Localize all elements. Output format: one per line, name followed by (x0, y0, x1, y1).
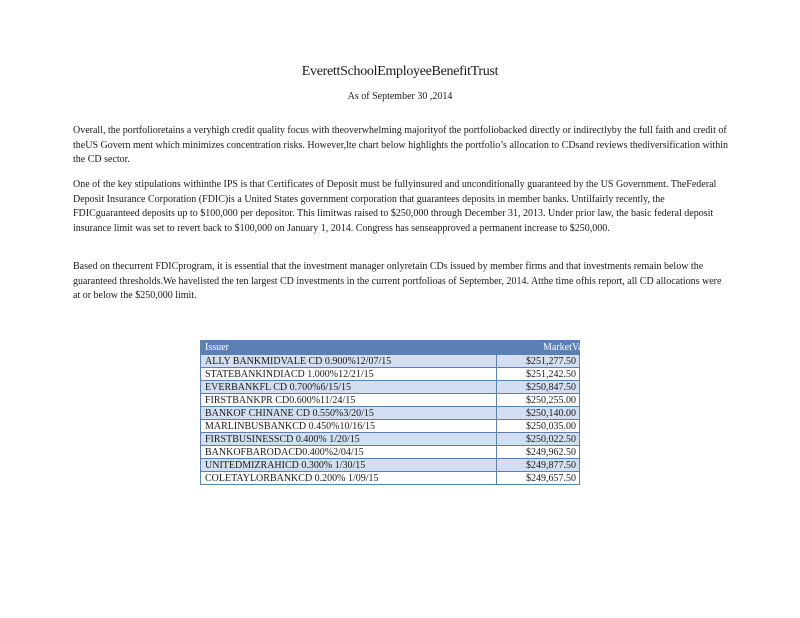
table-row (201, 446, 580, 459)
cell-issuer: BANKOF CHINANE CD 0.550%3/20/15 (201, 407, 497, 420)
paragraph-cd-holdings-intro: Based on thecurrent FDICprogram, it is essential that the investment manager onlyretain CDs issued by member firms and that investments remain below the guaranteed thresholds.We havelisted the ten largest CD investments in the current portfolioas of September, 2014. Atthe time ofhis report, all CD allocations were at or below the $250,000 limit. (73, 261, 722, 301)
cell-market-value: $250,035.00 (497, 420, 580, 433)
cell-issuer: STATEBANKINDIACD 1.000%12/21/15 (201, 368, 497, 381)
cd-holdings-table (200, 340, 595, 485)
table-row (201, 368, 580, 381)
header-issuer: Issuer (201, 341, 497, 355)
cell-issuer: EVERBANKFL CD 0.700%6/15/15 (201, 381, 497, 394)
cell-market-value: $250,022.50 (497, 433, 580, 446)
cell-market-value: $249,657.50 (497, 472, 580, 485)
cell-issuer: MARLINBUSBANKCD 0.450%10/16/15 (201, 420, 497, 433)
paragraph-fdic-stipulations: One of the key stipulations withinthe IPS is that Certificates of Deposit must be fullyinsured and unconditionally guaranteed by the US Government. TheFederal Deposit Insurance Corporation (FDIC)is a United States government corporation that guarantees deposits in member banks. Untilfairly recently, the FDICguaranteed deposits up to $100,000 per depositor. This limitwas raised to $250,000 through December 31, 2013. Under prior law, the basic federal deposit insurance limit was set to revert back to $100,000 on January 1, 2014. Congress has senseapproved a permanent increase to $250,000. (73, 179, 717, 234)
table-row (201, 381, 580, 394)
cell-market-value: $251,242.50 (497, 368, 580, 381)
cd-holdings-table-container (200, 340, 595, 485)
table-row (201, 355, 580, 368)
table-row (201, 472, 580, 485)
table-row (201, 407, 580, 420)
cell-issuer: UNITEDMIZRAHICD 0.300% 1/30/15 (201, 459, 497, 472)
header-market-value: MarketValue (497, 341, 580, 355)
cell-issuer: ALLY BANKMIDVALE CD 0.900%12/07/15 (201, 355, 497, 368)
cell-market-value: $250,847.50 (497, 381, 580, 394)
paragraph-portfolio-quality: Overall, the portfolioretains a veryhigh credit quality focus with theoverwhelming majorityof the portfoliobacked directly or indirectlyby the full faith and credit of theUS Govern ment which minimizes concentration risks. However,lte chart below highlights the portfolio’s allocation to CDsand reviews thediversification within the CD sector. (73, 125, 729, 165)
cell-issuer: FIRSTBUSINESSCD 0.400% 1/20/15 (201, 433, 497, 446)
table-row (201, 394, 580, 407)
table-header-row (201, 341, 580, 355)
table-row (201, 459, 580, 472)
as-of-date: As of September 30 ,2014 (347, 91, 453, 102)
cell-issuer: FIRSTBANKPR CD0.600%11/24/15 (201, 394, 497, 407)
document-title: EverettSchoolEmployeeBenefitTrust (301, 64, 499, 79)
table-row (201, 433, 580, 446)
table-row (201, 420, 580, 433)
cell-issuer: BANKOFBARODACD0.400%2/04/15 (201, 446, 497, 459)
cell-market-value: $250,255.00 (497, 394, 580, 407)
cell-market-value: $249,962.50 (497, 446, 580, 459)
cell-market-value: $249,877.50 (497, 459, 580, 472)
cell-issuer: COLETAYLORBANKCD 0.200% 1/09/15 (201, 472, 497, 485)
table-body (201, 355, 580, 485)
cell-market-value: $250,140.00 (497, 407, 580, 420)
cell-market-value: $251,277.50 (497, 355, 580, 368)
